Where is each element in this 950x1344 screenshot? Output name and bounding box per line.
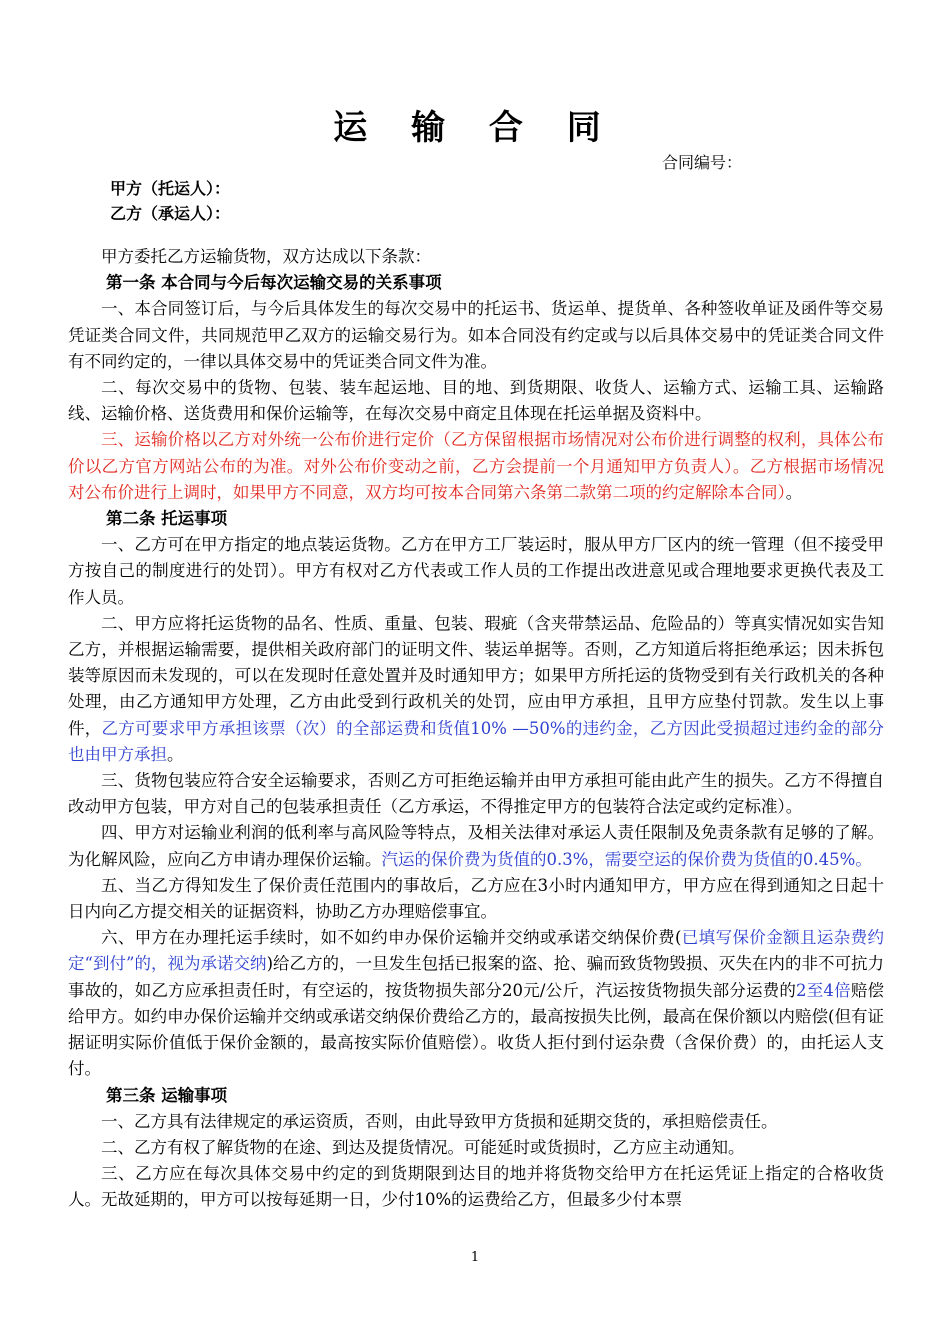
article-2-clause-1: 一、乙方可在甲方指定的地点装运货物。乙方在甲方工厂装运时，服从甲方厂区内的统一管理（但不接受甲方按自己的制度进行的处罚）。甲方有权对乙方代表或工作人员的工作提出改进意见或合理地要求更换代表及工作人员。: [68, 535, 884, 607]
article-1-heading: 第一条 本合同与今后每次运输交易的关系事项: [105, 273, 442, 293]
penalty-terms-blue: 乙方可要求甲方承担该票（次）的全部运费和货值10% —50%的违约金，乙方因此受损超过违约金的部分也由甲方承担: [68, 718, 885, 764]
article-3-clause-1: 一、乙方具有法律规定的承运资质，否则，由此导致甲方货损和延期交货的，承担赔偿责任。: [101, 1111, 778, 1131]
insurance-rate-blue: 汽运的保价费为货值的0.3%，需要空运的保价费为货值的0.45%。: [381, 849, 872, 869]
article-2-clause-6: [68, 925, 884, 1082]
page-number: 1: [470, 1250, 480, 1265]
party-a-label: 甲方（托运人）：: [110, 179, 231, 198]
compensation-multiple-blue: 2至4倍: [796, 980, 851, 1000]
article-2-clause-4: [68, 820, 884, 872]
clause-number: 三、: [101, 430, 135, 450]
pricing-terms-red: 运输价格以乙方对外统一公布价进行定价（乙方保留根据市场情况对公布价进行调整的权利，具体公布价以乙方官方网站公布的为准。对外公布价变动之前，乙方会提前一个月通知甲方负责人）。乙方根据市场情况对公布价进行上调时，如果甲方不同意，双方均可按本合同第六条第二款第二项的约定解除本合同）: [68, 430, 885, 502]
clause-text: 四、甲方对运输业利润的低利率与高风险等特点，及相关法律对承运人责任限制及免责条款有足够的了解。为化解风险，应向乙方申请办理保价运输。: [68, 823, 884, 869]
party-b-label: 乙方（承运人）：: [110, 204, 231, 223]
article-2-clause-5: 五、当乙方得知发生了保价责任范围内的事故后，乙方应在3小时内通知甲方，甲方应在得到通知之日起十日内向乙方提交相关的证据资料，协助乙方办理赔偿事宜。: [68, 875, 884, 922]
clause-end: 。: [785, 482, 803, 502]
article-2-heading: 第二条 托运事项: [105, 509, 228, 529]
clause-text: 赔偿给甲方。如约申办保价运输并交纳或承诺交纳保价费给乙方的，最高按损失比例，最高在保价额以内赔偿(但有证据证明实际价值低于保价金额的，最高按实际价值赔偿）。收货人拒付到付运杂费（含保价费）的，由托运人支付。: [68, 980, 885, 1079]
contract-number-label: 合同编号：: [662, 153, 743, 172]
clause-end: 。: [167, 744, 184, 764]
article-3-clause-2: 二、乙方有权了解货物的在途、到达及提货情况。可能延时或货损时，乙方应主动通知。: [101, 1137, 745, 1157]
cod-terms-blue: 已填写保价金额且运杂费约定“到付”的，视为承诺交纳: [68, 928, 885, 974]
clause-text: 六、甲方在办理托运手续时，如不如约申办保价运输并交纳或承诺交纳保价费(: [101, 928, 682, 948]
article-2-clause-3: 三、货物包装应符合安全运输要求，否则乙方可拒绝运输并由甲方承担可能由此产生的损失。乙方不得擅自改动甲方包装，甲方对自己的包装承担责任（乙方承运，不得推定甲方的包装符合法定或约定标准）。: [68, 771, 884, 817]
article-2-clause-2: [68, 611, 884, 768]
contract-title: 运 输 合 同: [333, 108, 617, 148]
article-3-heading: 第三条 运输事项: [105, 1085, 228, 1105]
article-1-clause-3: [68, 427, 884, 506]
clause-text: )给乙方的，一旦发生包括已报案的盗、抢、骗而致货物毁损、灭失在内的非不可抗力事故的，如乙方应承担责任时，有空运的，按货物损失部分20元/公斤，汽运按货物损失部分运费的: [68, 954, 885, 1000]
article-1-clause-1: 一、本合同签订后，与今后具体发生的每次交易中的托运书、货运单、提货单、各种签收单证及函件等交易凭证类合同文件，共同规范甲乙双方的运输交易行为。如本合同没有约定或与以后具体交易中的凭证类合同文件有不同约定的，一律以具体交易中的凭证类合同文件为准。: [68, 299, 884, 371]
article-1-clause-2: 二、每次交易中的货物、包装、装车起运地、目的地、到货期限、收货人、运输方式、运输工具、运输路线、运输价格、送货费用和保价运输等，在每次交易中商定且体现在托运单据及资料中。: [68, 378, 884, 424]
article-3-clause-3: 三、乙方应在每次具体交易中约定的到货期限到达目的地并将货物交给甲方在托运凭证上指定的合格收货人。无故延期的，甲方可以按每延期一日，少付10%的运费给乙方，但最多少付本票: [68, 1164, 884, 1210]
contract-body: [68, 244, 884, 1214]
intro-paragraph: 甲方委托乙方运输货物，双方达成以下条款：: [101, 247, 431, 266]
clause-text: 二、甲方应将托运货物的品名、性质、重量、包装、瑕疵（含夹带禁运品、危险品的）等真实情况如实告知乙方，并根据运输需要，提供相关政府部门的证明文件、装运单据等。否则，乙方知道后将拒绝承运；因未拆包装等原因而未发现的，可以在发现时任意处置并及时通知甲方；如果甲方所托运的货物受到有关行政机关的各种处理，由乙方通知甲方处理，乙方由此受到行政机关的处罚，应由甲方承担，且甲方应垫付罚款。发生以上事件，: [68, 613, 884, 738]
